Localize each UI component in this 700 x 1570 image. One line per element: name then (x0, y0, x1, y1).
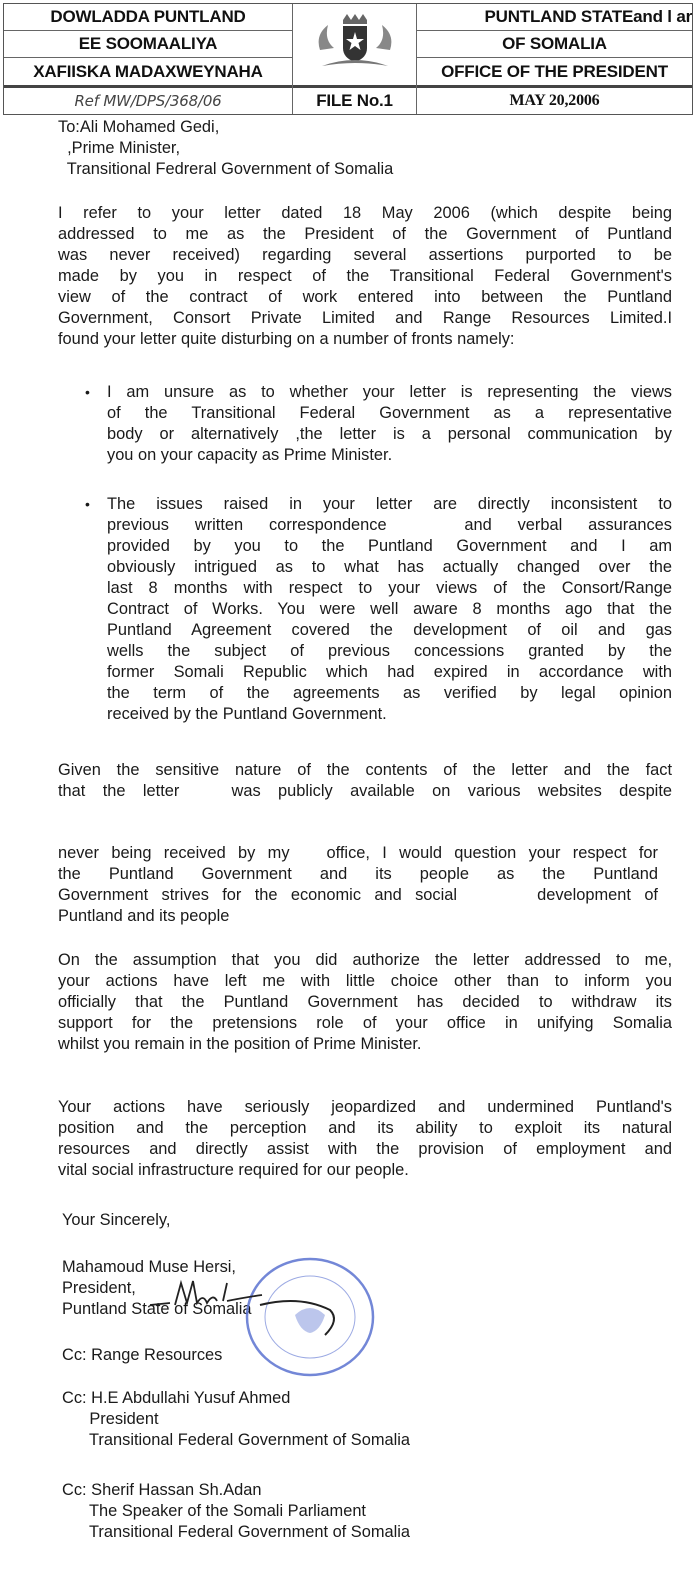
text-line: the term of the agreements as verified by legal opinion (107, 684, 672, 702)
text-line: addressed to me as the President of the Government of Puntland (58, 225, 672, 243)
text-line: Your actions have seriously jeopardized and undermined Puntland's (58, 1098, 672, 1116)
paragraph-cc2 (62, 1388, 482, 1451)
text-line: Cc: H.E Abdullahi Yusuf Ahmed (62, 1389, 291, 1407)
text-line: made by you in respect of the Transitional Federal Government's (58, 267, 672, 285)
letterhead-left-line-1: DOWLADDA PUNTLAND (50, 7, 246, 26)
text-line: Transitional Federal Government of Somalia (62, 1431, 411, 1449)
text-line: The Speaker of the Somali Parliament (62, 1502, 366, 1520)
text-line: received by the Puntland Government. (107, 705, 387, 723)
text-line: Given the sensitive nature of the contents of the letter and the fact (58, 761, 672, 779)
text-line: whilst you remain in the position of Prime Minister. (58, 1035, 422, 1053)
bullet-icon: • (85, 496, 90, 512)
text-line: body or alternatively ,the letter is a personal communication by (107, 425, 672, 443)
text-line: Cc: Range Resources (62, 1346, 223, 1364)
letterhead-right-line-1: PUNTLAND STATEand l ar (484, 7, 692, 26)
text-line: that the letter was publicly available on various websites despite (58, 782, 672, 800)
text-line: of the Transitional Federal Government as a representative (107, 404, 672, 422)
paragraph-p3 (58, 843, 658, 927)
reference-number: Ref MW/DPS/368/06 (74, 92, 222, 110)
text-line: obviously intrigued as to what has actually changed over the (107, 558, 672, 576)
paragraph-p2 (58, 760, 672, 802)
text-line: view of the contract of work entered into between the Puntland (58, 288, 672, 306)
paragraph-p1 (58, 203, 672, 350)
text-line: was never received) regarding several assertions purported to be (58, 246, 672, 264)
text-line: President (62, 1410, 159, 1428)
letter-date: MAY 20,2006 (509, 92, 600, 109)
text-line: support for the pretensions role of your office in unifying Somalia (58, 1014, 672, 1032)
text-line: The issues raised in your letter are directly inconsistent to (107, 495, 672, 513)
paragraph-p5 (58, 1097, 672, 1181)
text-line: Transitional Fedreral Government of Somalia (58, 160, 394, 178)
text-line: Puntland Agreement covered the development of oil and gas (107, 621, 672, 639)
text-line: never being received by my office, I would question your respect for (58, 844, 658, 862)
text-line: previous written correspondence and verbal assurances (107, 516, 672, 534)
text-line: wells the subject of previous concessions granted by the (107, 642, 672, 660)
handwritten-signature (145, 1275, 285, 1315)
text-line: Transitional Federal Government of Somalia (62, 1523, 411, 1541)
paragraph-to (58, 117, 478, 180)
coat-of-arms-icon (293, 4, 416, 85)
text-line: I am unsure as to whether your letter is representing the views (107, 383, 672, 401)
text-line: Government strives for the economic and social development of (58, 886, 658, 904)
text-line: provided by you to the Puntland Government and I am (107, 537, 672, 555)
text-line: Your Sincerely, (62, 1211, 171, 1229)
letterhead-right-line-3: OFFICE OF THE PRESIDENT (441, 61, 668, 81)
text-line: you on your capacity as Prime Minister. (107, 446, 393, 464)
text-line: officially that the Puntland Government has decided to withdraw its (58, 993, 672, 1011)
text-line: President, (62, 1279, 136, 1297)
bullet-icon: • (85, 384, 90, 400)
text-line: vital social infrastructure required for our people. (58, 1161, 409, 1179)
text-line: ,Prime Minister, (58, 139, 181, 157)
bullet-item (85, 382, 672, 466)
text-line: I refer to your letter dated 18 May 2006 (which despite being (58, 204, 672, 222)
text-line: On the assumption that you did authorize the letter addressed to me, (58, 951, 672, 969)
text-line: Cc: Sherif Hassan Sh.Adan (62, 1481, 262, 1499)
text-line: To:Ali Mohamed Gedi, (58, 118, 220, 136)
bullet-item (85, 494, 672, 725)
text-line: found your letter quite disturbing on a number of fronts namely: (58, 330, 515, 348)
text-line: the Puntland Government and its people as the Puntland (58, 865, 658, 883)
letterhead-left-line-2: EE SOOMAALIYA (78, 34, 218, 53)
text-line: Puntland State of Somalia (62, 1300, 252, 1318)
letterhead (3, 3, 693, 115)
paragraph-p4 (58, 950, 672, 1055)
paragraph-closing (62, 1210, 362, 1231)
file-number: FILE No.1 (316, 91, 393, 110)
text-line: resources and directly assist with the provision of employment and (58, 1140, 672, 1158)
text-line: last 8 months with respect to your views of the Consort/Range (107, 579, 672, 597)
letterhead-right-line-2: OF SOMALIA (502, 34, 607, 53)
paragraph-cc3 (62, 1480, 482, 1543)
letterhead-left-line-3: XAFIISKA MADAXWEYNAHA (33, 61, 263, 81)
text-line: Mahamoud Muse Hersi, (62, 1258, 236, 1276)
text-line: position and the perception and its ability to exploit its natural (58, 1119, 672, 1137)
text-line: Government, Consort Private Limited and Range Resources Limited.I (58, 309, 672, 327)
text-line: Contract of Works. You were well aware 8 months ago that the (107, 600, 672, 618)
official-stamp (240, 1255, 380, 1380)
text-line: former Somali Republic which had expired in accordance with (107, 663, 672, 681)
text-line: your actions have left me with little choice other than to inform you (58, 972, 672, 990)
text-line: Puntland and its people (58, 907, 230, 925)
